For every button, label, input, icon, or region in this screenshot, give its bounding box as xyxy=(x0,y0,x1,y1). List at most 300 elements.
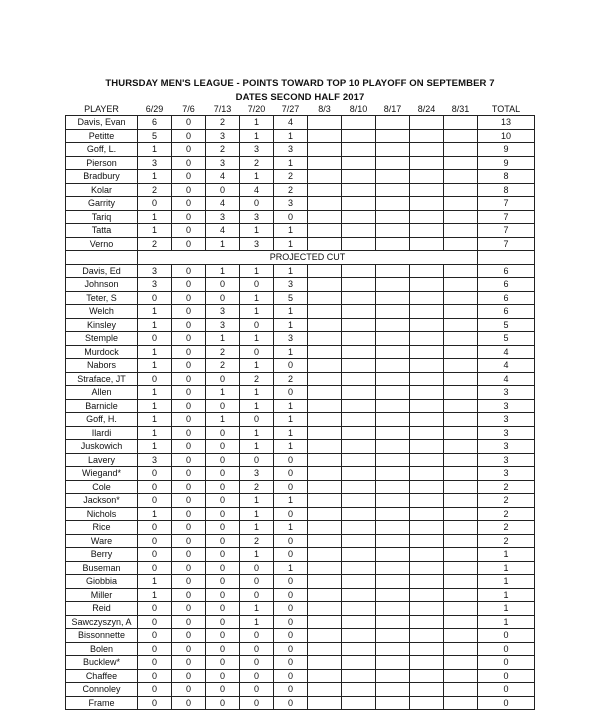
table-row xyxy=(66,696,535,710)
score-cell xyxy=(342,386,376,400)
total-cell: 6 xyxy=(478,278,535,292)
score-cell xyxy=(376,494,410,508)
score-cell: 0 xyxy=(138,480,172,494)
score-cell xyxy=(444,291,478,305)
score-cell xyxy=(342,318,376,332)
score-cell xyxy=(410,575,444,589)
total-cell: 1 xyxy=(478,588,535,602)
score-cell: 1 xyxy=(138,426,172,440)
score-cell xyxy=(410,345,444,359)
score-cell: 0 xyxy=(138,696,172,710)
score-cell: 0 xyxy=(240,629,274,643)
score-cell: 0 xyxy=(274,588,308,602)
score-cell: 1 xyxy=(240,494,274,508)
score-cell xyxy=(376,521,410,535)
score-cell xyxy=(376,575,410,589)
score-cell xyxy=(410,156,444,170)
score-cell: 0 xyxy=(172,588,206,602)
score-cell xyxy=(342,399,376,413)
score-cell: 1 xyxy=(274,413,308,427)
score-cell xyxy=(444,642,478,656)
score-cell xyxy=(308,696,342,710)
score-cell: 0 xyxy=(274,575,308,589)
score-cell xyxy=(376,588,410,602)
score-cell: 0 xyxy=(138,656,172,670)
score-cell xyxy=(444,129,478,143)
table-row xyxy=(66,467,535,481)
score-cell: 1 xyxy=(138,318,172,332)
score-cell: 1 xyxy=(138,507,172,521)
player-name-cell: Garrity xyxy=(66,197,138,211)
score-cell: 0 xyxy=(138,494,172,508)
score-cell: 0 xyxy=(206,642,240,656)
score-cell xyxy=(376,561,410,575)
score-cell xyxy=(342,629,376,643)
score-cell xyxy=(444,656,478,670)
table-row xyxy=(66,534,535,548)
total-cell: 3 xyxy=(478,453,535,467)
score-cell: 1 xyxy=(138,575,172,589)
score-cell: 1 xyxy=(138,224,172,238)
score-cell: 0 xyxy=(172,129,206,143)
score-cell: 3 xyxy=(206,129,240,143)
score-cell xyxy=(376,170,410,184)
score-cell: 0 xyxy=(172,561,206,575)
score-cell xyxy=(342,359,376,373)
score-cell xyxy=(342,129,376,143)
score-cell: 0 xyxy=(206,426,240,440)
score-cell xyxy=(342,237,376,251)
score-cell xyxy=(410,642,444,656)
score-cell xyxy=(342,507,376,521)
score-cell: 1 xyxy=(274,318,308,332)
score-cell xyxy=(342,453,376,467)
score-cell xyxy=(376,372,410,386)
score-cell: 0 xyxy=(240,345,274,359)
score-cell: 0 xyxy=(274,615,308,629)
score-cell xyxy=(444,318,478,332)
score-cell xyxy=(410,548,444,562)
player-name-cell: Teter, S xyxy=(66,291,138,305)
score-cell xyxy=(444,588,478,602)
table-row xyxy=(66,143,535,157)
score-cell xyxy=(444,561,478,575)
score-cell: 1 xyxy=(274,224,308,238)
score-cell xyxy=(410,116,444,130)
score-cell xyxy=(308,494,342,508)
total-cell: 0 xyxy=(478,696,535,710)
score-cell xyxy=(410,305,444,319)
score-cell xyxy=(444,143,478,157)
score-cell: 1 xyxy=(240,116,274,130)
score-cell: 0 xyxy=(206,602,240,616)
score-cell xyxy=(444,507,478,521)
score-cell xyxy=(376,129,410,143)
score-cell xyxy=(376,413,410,427)
table-row xyxy=(66,359,535,373)
table-row xyxy=(66,210,535,224)
score-cell xyxy=(410,696,444,710)
table-row xyxy=(66,183,535,197)
score-cell: 1 xyxy=(240,264,274,278)
table-row xyxy=(66,656,535,670)
score-cell: 0 xyxy=(138,332,172,346)
score-cell: 0 xyxy=(240,656,274,670)
score-cell xyxy=(376,548,410,562)
total-cell: 9 xyxy=(478,156,535,170)
score-cell xyxy=(444,359,478,373)
score-cell xyxy=(308,507,342,521)
player-name-cell: Pierson xyxy=(66,156,138,170)
score-cell xyxy=(342,143,376,157)
score-cell xyxy=(376,386,410,400)
player-name-cell: Miller xyxy=(66,588,138,602)
score-cell xyxy=(342,291,376,305)
score-cell: 0 xyxy=(240,197,274,211)
header-date: 8/3 xyxy=(318,104,331,114)
score-cell: 0 xyxy=(138,548,172,562)
player-name-cell: Verno xyxy=(66,237,138,251)
score-cell xyxy=(342,116,376,130)
score-cell xyxy=(376,116,410,130)
player-name-cell: Straface, JT xyxy=(66,372,138,386)
score-cell: 0 xyxy=(274,386,308,400)
score-cell: 0 xyxy=(172,237,206,251)
score-cell xyxy=(342,575,376,589)
score-cell xyxy=(376,359,410,373)
table-row xyxy=(66,588,535,602)
score-cell xyxy=(342,426,376,440)
score-cell: 0 xyxy=(240,453,274,467)
score-cell: 2 xyxy=(240,372,274,386)
total-cell: 1 xyxy=(478,548,535,562)
score-cell: 1 xyxy=(138,413,172,427)
header-date: 8/10 xyxy=(349,104,368,114)
score-cell xyxy=(342,332,376,346)
score-cell: 2 xyxy=(274,183,308,197)
score-cell xyxy=(308,669,342,683)
score-cell xyxy=(308,156,342,170)
table-row xyxy=(66,399,535,413)
score-cell xyxy=(376,183,410,197)
score-cell xyxy=(342,156,376,170)
score-cell: 0 xyxy=(172,305,206,319)
score-cell: 0 xyxy=(172,683,206,697)
player-name-cell: Petitte xyxy=(66,129,138,143)
score-cell: 2 xyxy=(206,345,240,359)
score-cell xyxy=(444,426,478,440)
score-cell: 1 xyxy=(138,386,172,400)
score-cell xyxy=(410,318,444,332)
score-cell: 0 xyxy=(138,467,172,481)
score-cell: 1 xyxy=(274,440,308,454)
cut-blank-cell xyxy=(478,251,535,265)
header-date: 8/31 xyxy=(451,104,470,114)
player-name-cell: Bradbury xyxy=(66,170,138,184)
score-cell: 0 xyxy=(172,224,206,238)
score-cell: 1 xyxy=(240,224,274,238)
score-cell xyxy=(308,143,342,157)
score-cell: 2 xyxy=(206,143,240,157)
score-cell: 0 xyxy=(172,453,206,467)
total-cell: 4 xyxy=(478,372,535,386)
total-cell: 0 xyxy=(478,669,535,683)
header-row xyxy=(66,104,535,116)
score-cell xyxy=(308,129,342,143)
score-cell xyxy=(376,507,410,521)
score-cell: 0 xyxy=(206,588,240,602)
score-cell: 0 xyxy=(172,156,206,170)
score-cell xyxy=(342,278,376,292)
table-row xyxy=(66,615,535,629)
score-cell: 3 xyxy=(138,453,172,467)
player-name-cell: Wiegand* xyxy=(66,467,138,481)
player-name-cell: Davis, Ed xyxy=(66,264,138,278)
score-cell: 1 xyxy=(138,210,172,224)
score-cell: 3 xyxy=(240,210,274,224)
score-cell xyxy=(410,197,444,211)
score-cell: 0 xyxy=(172,399,206,413)
score-cell xyxy=(342,494,376,508)
table-row xyxy=(66,170,535,184)
score-cell xyxy=(376,318,410,332)
score-cell: 1 xyxy=(274,494,308,508)
score-cell xyxy=(342,656,376,670)
score-cell xyxy=(308,332,342,346)
score-cell: 0 xyxy=(172,183,206,197)
score-cell xyxy=(342,170,376,184)
score-cell xyxy=(308,642,342,656)
score-cell: 0 xyxy=(138,521,172,535)
score-cell: 2 xyxy=(138,237,172,251)
points-table xyxy=(65,104,535,710)
projected-cut-label: PROJECTED CUT xyxy=(138,251,478,265)
score-cell xyxy=(308,467,342,481)
score-cell xyxy=(410,534,444,548)
score-cell xyxy=(410,453,444,467)
score-cell xyxy=(308,656,342,670)
score-cell: 1 xyxy=(240,129,274,143)
score-cell xyxy=(444,669,478,683)
table-row xyxy=(66,305,535,319)
score-cell: 0 xyxy=(172,210,206,224)
score-cell: 0 xyxy=(138,197,172,211)
score-cell: 4 xyxy=(206,197,240,211)
score-cell: 0 xyxy=(172,413,206,427)
header-total: TOTAL xyxy=(491,104,521,114)
score-cell: 1 xyxy=(240,521,274,535)
header-date: 7/27 xyxy=(281,104,300,114)
score-cell xyxy=(308,561,342,575)
player-name-cell: Sawczyszyn, A xyxy=(66,615,138,629)
score-cell xyxy=(308,399,342,413)
player-name-cell: Frame xyxy=(66,696,138,710)
score-cell: 0 xyxy=(172,507,206,521)
score-cell xyxy=(342,669,376,683)
score-cell: 1 xyxy=(274,305,308,319)
header-date: 6/29 xyxy=(145,104,164,114)
table-body xyxy=(66,116,535,710)
score-cell xyxy=(342,264,376,278)
player-name-cell: Kinsley xyxy=(66,318,138,332)
score-cell: 0 xyxy=(274,359,308,373)
score-cell: 0 xyxy=(172,426,206,440)
score-cell xyxy=(376,224,410,238)
score-cell xyxy=(308,318,342,332)
score-cell xyxy=(444,224,478,238)
player-name-cell: Bissonnette xyxy=(66,629,138,643)
score-cell: 3 xyxy=(274,278,308,292)
score-cell xyxy=(376,264,410,278)
score-cell: 0 xyxy=(274,534,308,548)
score-cell xyxy=(308,575,342,589)
score-cell xyxy=(308,615,342,629)
score-cell xyxy=(342,480,376,494)
player-name-cell: Nabors xyxy=(66,359,138,373)
score-cell xyxy=(376,629,410,643)
table-row xyxy=(66,318,535,332)
player-name-cell: Lavery xyxy=(66,453,138,467)
score-cell: 1 xyxy=(240,602,274,616)
score-cell: 0 xyxy=(206,561,240,575)
total-cell: 4 xyxy=(478,359,535,373)
score-cell xyxy=(376,305,410,319)
score-cell xyxy=(342,345,376,359)
score-cell: 0 xyxy=(172,480,206,494)
score-cell: 0 xyxy=(206,507,240,521)
score-cell xyxy=(410,278,444,292)
score-cell: 0 xyxy=(138,615,172,629)
table-row xyxy=(66,237,535,251)
score-cell xyxy=(308,197,342,211)
score-cell xyxy=(308,534,342,548)
score-cell: 3 xyxy=(206,318,240,332)
table-row xyxy=(66,372,535,386)
total-cell: 5 xyxy=(478,318,535,332)
score-cell: 1 xyxy=(138,359,172,373)
total-cell: 6 xyxy=(478,305,535,319)
total-cell: 1 xyxy=(478,615,535,629)
score-cell: 0 xyxy=(138,372,172,386)
total-cell: 3 xyxy=(478,426,535,440)
score-cell: 0 xyxy=(172,318,206,332)
score-cell xyxy=(410,183,444,197)
score-cell xyxy=(308,386,342,400)
score-cell: 0 xyxy=(206,399,240,413)
score-cell: 0 xyxy=(240,575,274,589)
total-cell: 1 xyxy=(478,602,535,616)
score-cell: 0 xyxy=(206,575,240,589)
projected-cut-row xyxy=(66,251,535,265)
score-cell: 3 xyxy=(240,237,274,251)
total-cell: 2 xyxy=(478,534,535,548)
page-subtitle: DATES SECOND HALF 2017 xyxy=(235,92,365,103)
score-cell: 1 xyxy=(240,399,274,413)
score-cell: 4 xyxy=(206,224,240,238)
score-cell xyxy=(308,440,342,454)
score-cell xyxy=(308,345,342,359)
score-cell xyxy=(444,170,478,184)
score-cell xyxy=(444,440,478,454)
score-cell xyxy=(308,305,342,319)
player-name-cell: Stemple xyxy=(66,332,138,346)
player-name-cell: Goff, L. xyxy=(66,143,138,157)
table-row xyxy=(66,426,535,440)
score-cell xyxy=(444,183,478,197)
player-name-cell: Giobbia xyxy=(66,575,138,589)
score-cell: 0 xyxy=(274,683,308,697)
total-cell: 3 xyxy=(478,467,535,481)
total-cell: 7 xyxy=(478,197,535,211)
score-cell: 1 xyxy=(240,305,274,319)
score-cell: 3 xyxy=(274,332,308,346)
score-cell: 0 xyxy=(138,561,172,575)
score-cell xyxy=(376,480,410,494)
score-cell xyxy=(444,602,478,616)
score-cell: 0 xyxy=(240,683,274,697)
score-cell: 0 xyxy=(206,683,240,697)
score-cell: 0 xyxy=(172,656,206,670)
score-cell: 0 xyxy=(206,629,240,643)
score-cell: 0 xyxy=(274,602,308,616)
score-cell: 1 xyxy=(240,426,274,440)
score-cell xyxy=(342,588,376,602)
score-cell xyxy=(308,372,342,386)
score-cell: 0 xyxy=(206,440,240,454)
score-cell xyxy=(376,683,410,697)
score-cell xyxy=(444,264,478,278)
score-cell xyxy=(410,129,444,143)
score-cell: 1 xyxy=(138,440,172,454)
score-cell xyxy=(444,332,478,346)
score-cell: 0 xyxy=(172,170,206,184)
score-cell: 0 xyxy=(206,291,240,305)
total-cell: 0 xyxy=(478,656,535,670)
score-cell: 0 xyxy=(138,629,172,643)
score-cell xyxy=(308,170,342,184)
score-cell xyxy=(410,332,444,346)
score-cell: 0 xyxy=(138,534,172,548)
score-cell xyxy=(308,183,342,197)
score-cell: 0 xyxy=(138,291,172,305)
table-row xyxy=(66,386,535,400)
score-cell xyxy=(342,413,376,427)
score-cell: 0 xyxy=(274,669,308,683)
score-cell: 1 xyxy=(240,440,274,454)
player-name-cell: Kolar xyxy=(66,183,138,197)
total-cell: 10 xyxy=(478,129,535,143)
table-row xyxy=(66,278,535,292)
score-cell: 0 xyxy=(274,480,308,494)
total-cell: 2 xyxy=(478,507,535,521)
score-cell xyxy=(308,521,342,535)
score-cell: 0 xyxy=(240,696,274,710)
total-cell: 7 xyxy=(478,224,535,238)
cut-blank-cell xyxy=(66,251,138,265)
total-cell: 8 xyxy=(478,183,535,197)
score-cell: 0 xyxy=(206,453,240,467)
score-cell: 2 xyxy=(206,116,240,130)
score-cell xyxy=(444,197,478,211)
score-cell: 1 xyxy=(240,386,274,400)
score-cell xyxy=(308,602,342,616)
score-cell xyxy=(376,534,410,548)
player-name-cell: Davis, Evan xyxy=(66,116,138,130)
table-row xyxy=(66,264,535,278)
score-cell: 0 xyxy=(240,278,274,292)
score-cell: 1 xyxy=(206,413,240,427)
score-cell: 4 xyxy=(206,170,240,184)
